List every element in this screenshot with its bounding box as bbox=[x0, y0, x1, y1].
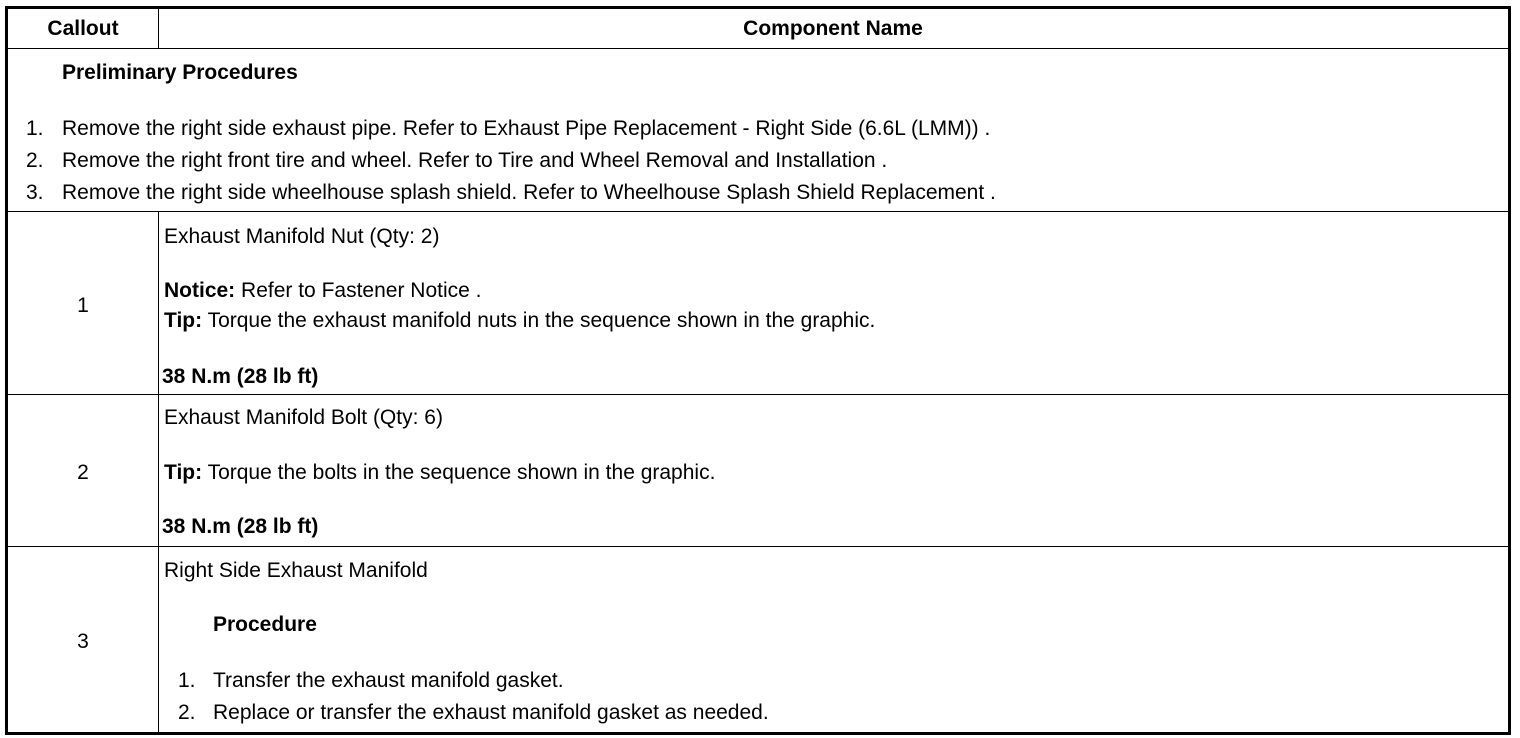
preliminary-step-text: Remove the right side exhaust pipe. Refer to Exhaust Pipe Replacement - Right Side (6.6L (LMM)) . bbox=[62, 117, 991, 140]
tip-line bbox=[164, 461, 715, 485]
tip-label: Tip: bbox=[164, 309, 203, 332]
callout-number: 2 bbox=[77, 461, 89, 484]
procedure-step-num: 1. bbox=[178, 669, 196, 692]
component-name: Right Side Exhaust Manifold bbox=[164, 559, 428, 582]
procedure-step-num: 2. bbox=[178, 701, 196, 724]
procedure-step-text: Replace or transfer the exhaust manifold gasket as needed. bbox=[213, 701, 769, 724]
component-name: Exhaust Manifold Bolt (Qty: 6) bbox=[164, 406, 443, 429]
preliminary-title: Preliminary Procedures bbox=[62, 61, 298, 84]
component-name: Exhaust Manifold Nut (Qty: 2) bbox=[164, 225, 440, 248]
header-bottom-line bbox=[8, 48, 1508, 49]
procedure-title: Procedure bbox=[213, 613, 317, 636]
callout-number: 1 bbox=[77, 294, 89, 317]
torque-spec: 38 N.m (28 lb ft) bbox=[162, 515, 319, 538]
procedure-step-text: Transfer the exhaust manifold gasket. bbox=[213, 669, 564, 692]
preliminary-step-num: 1. bbox=[26, 117, 44, 140]
tip-line bbox=[164, 309, 875, 333]
callout-number: 3 bbox=[77, 630, 89, 653]
preliminary-step-text: Remove the right front tire and wheel. Refer to Tire and Wheel Removal and Installation . bbox=[62, 149, 888, 172]
row-divider bbox=[8, 546, 1508, 547]
preliminary-step-text: Remove the right side wheelhouse splash shield. Refer to Wheelhouse Splash Shield Replacement . bbox=[62, 181, 996, 204]
header-component-name: Component Name bbox=[743, 17, 923, 40]
tip-text: Torque the bolts in the sequence shown in the graphic. bbox=[207, 461, 716, 484]
notice-text: Refer to Fastener Notice . bbox=[241, 279, 482, 302]
row-divider bbox=[8, 211, 1508, 212]
tip-label: Tip: bbox=[164, 461, 203, 484]
component-table bbox=[5, 6, 1511, 735]
notice-label: Notice: bbox=[164, 279, 236, 302]
row-divider bbox=[8, 394, 1508, 395]
preliminary-step-num: 3. bbox=[26, 181, 44, 204]
column-divider bbox=[158, 212, 159, 732]
notice-line bbox=[164, 279, 481, 303]
preliminary-step-num: 2. bbox=[26, 149, 44, 172]
tip-text: Torque the exhaust manifold nuts in the sequence shown in the graphic. bbox=[207, 309, 876, 332]
torque-spec: 38 N.m (28 lb ft) bbox=[162, 365, 319, 388]
header-divider bbox=[158, 9, 159, 49]
header-callout: Callout bbox=[47, 17, 119, 40]
